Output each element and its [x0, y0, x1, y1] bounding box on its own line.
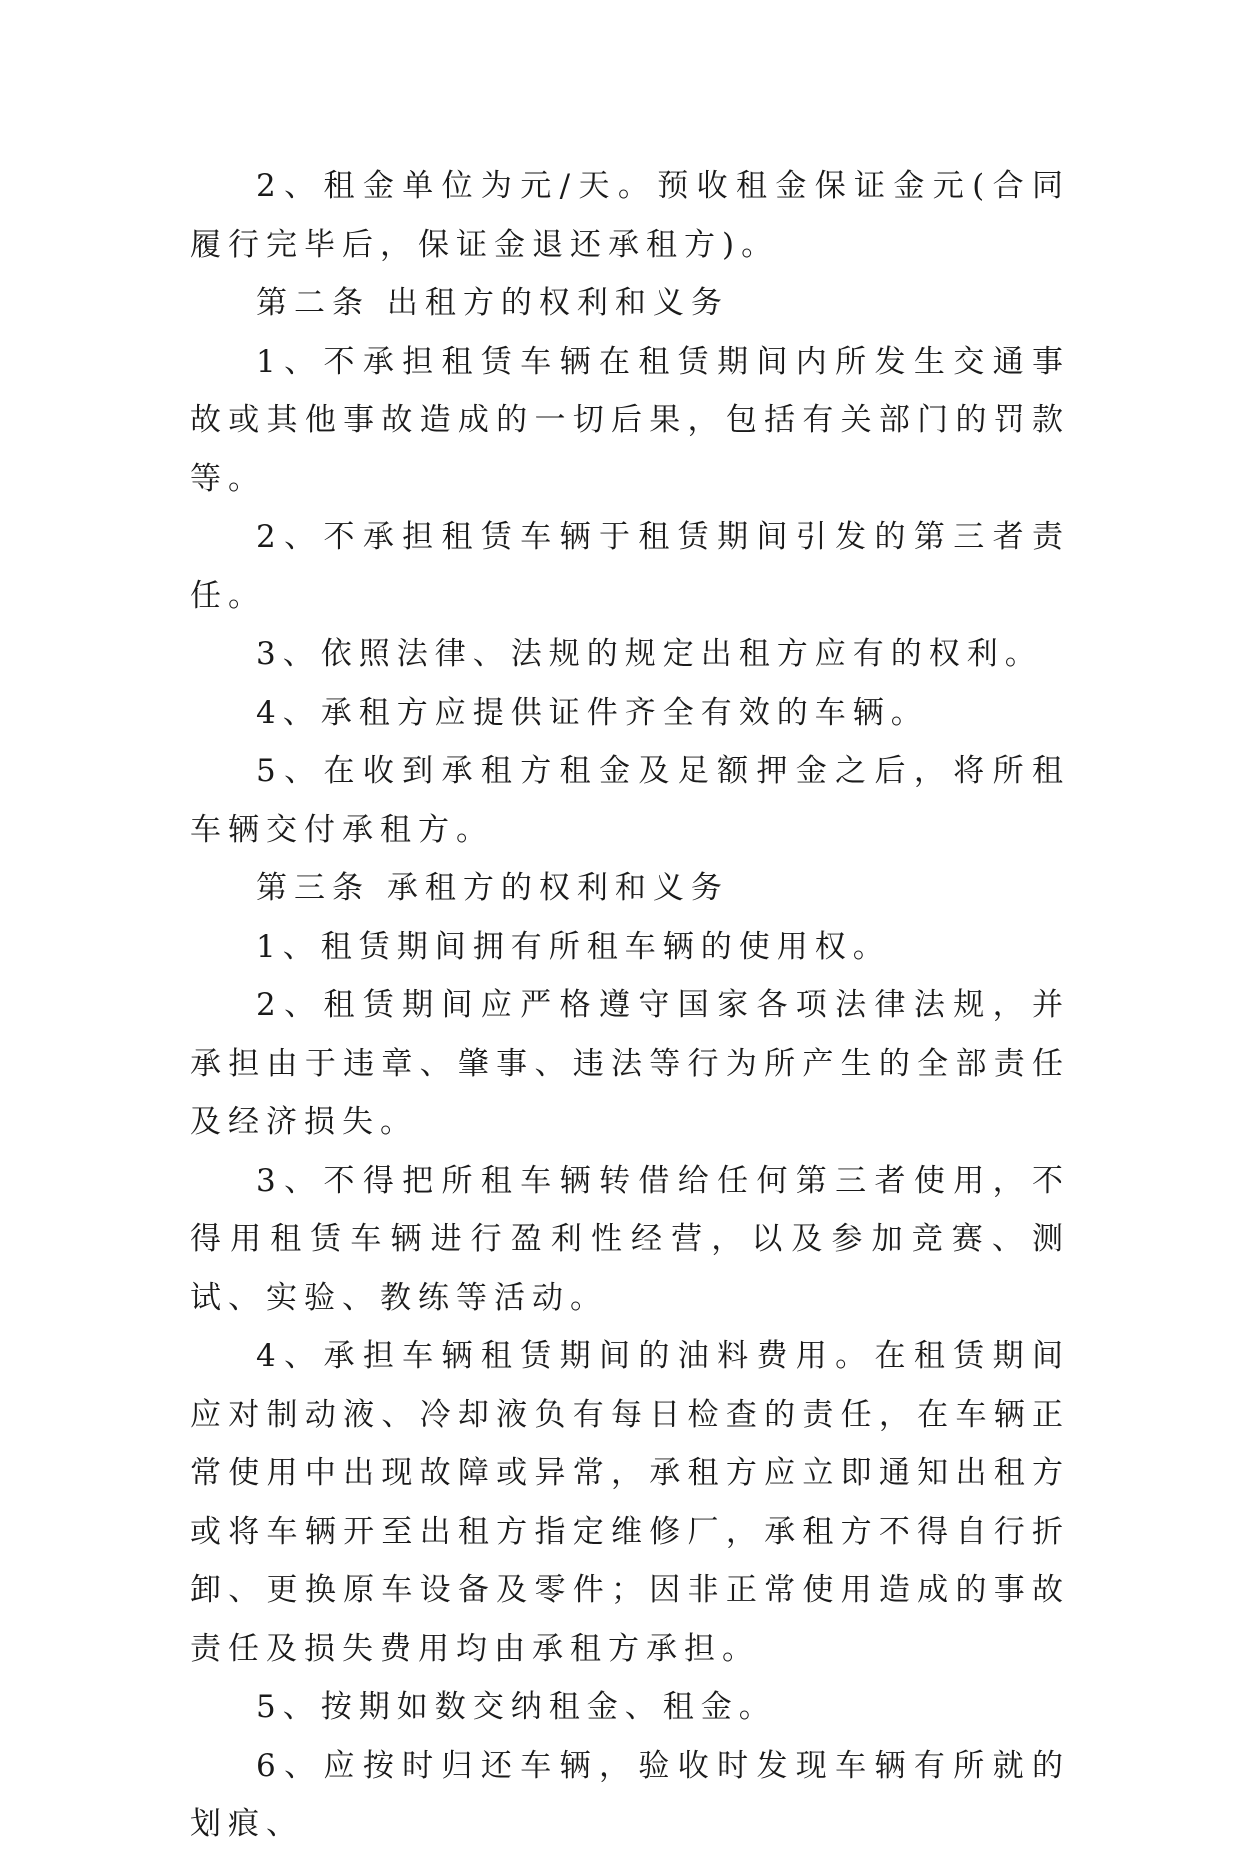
paragraph-lessee-6: 6、应按时归还车辆，验收时发现车辆有所就的划痕、 — [190, 1747, 1070, 1842]
paragraph-lessor-5: 5、在收到承租方租金及足额押金之后，将所租车辆交付承租方。 — [190, 753, 1070, 848]
paragraph-lessor-1: 1、不承担租赁车辆在租赁期间内所发生交通事故或其他事故造成的一切后果，包括有关部门的罚款等。 — [190, 343, 1070, 497]
paragraph-lessee-5: 5、按期如数交纳租金、租金。 — [256, 1689, 777, 1725]
paragraph-lessee-3: 3、不得把所租车辆转借给任何第三者使用，不得用租赁车辆进行盈利性经营，以及参加竞赛、测试、实验、教练等活动。 — [190, 1162, 1070, 1316]
paragraph-lessee-4: 4、承担车辆租赁期间的油料费用。在租赁期间应对制动液、冷却液负有每日检查的责任，在车辆正常使用中出现故障或异常，承租方应立即通知出租方或将车辆开至出租方指定维修厂，承租方不得自行折卸、更换原车设备及零件；因非正常使用造成的事故责任及损失费用均由承租方承担。 — [190, 1338, 1070, 1667]
paragraph-lessor-3: 3、依照法律、法规的规定出租方应有的权利。 — [256, 636, 1043, 672]
document-body — [190, 157, 1070, 1854]
paragraph-lessee-2: 2、租赁期间应严格遵守国家各项法律法规，并承担由于违章、肇事、违法等行为所产生的全部责任及经济损失。 — [190, 987, 1070, 1140]
paragraph-lessor-2: 2、不承担租赁车辆于租赁期间引发的第三者责任。 — [190, 519, 1070, 614]
heading-article-3: 第三条 承租方的权利和义务 — [256, 870, 729, 906]
paragraph-lessor-4: 4、承租方应提供证件齐全有效的车辆。 — [256, 694, 929, 731]
paragraph-rent-unit: 2、租金单位为元/天。预收租金保证金元(合同履行完毕后，保证金退还承租方)。 — [190, 168, 1070, 263]
heading-article-2: 第二条 出租方的权利和义务 — [256, 285, 729, 321]
paragraph-lessee-1: 1、租赁期间拥有所租车辆的使用权。 — [256, 928, 891, 965]
